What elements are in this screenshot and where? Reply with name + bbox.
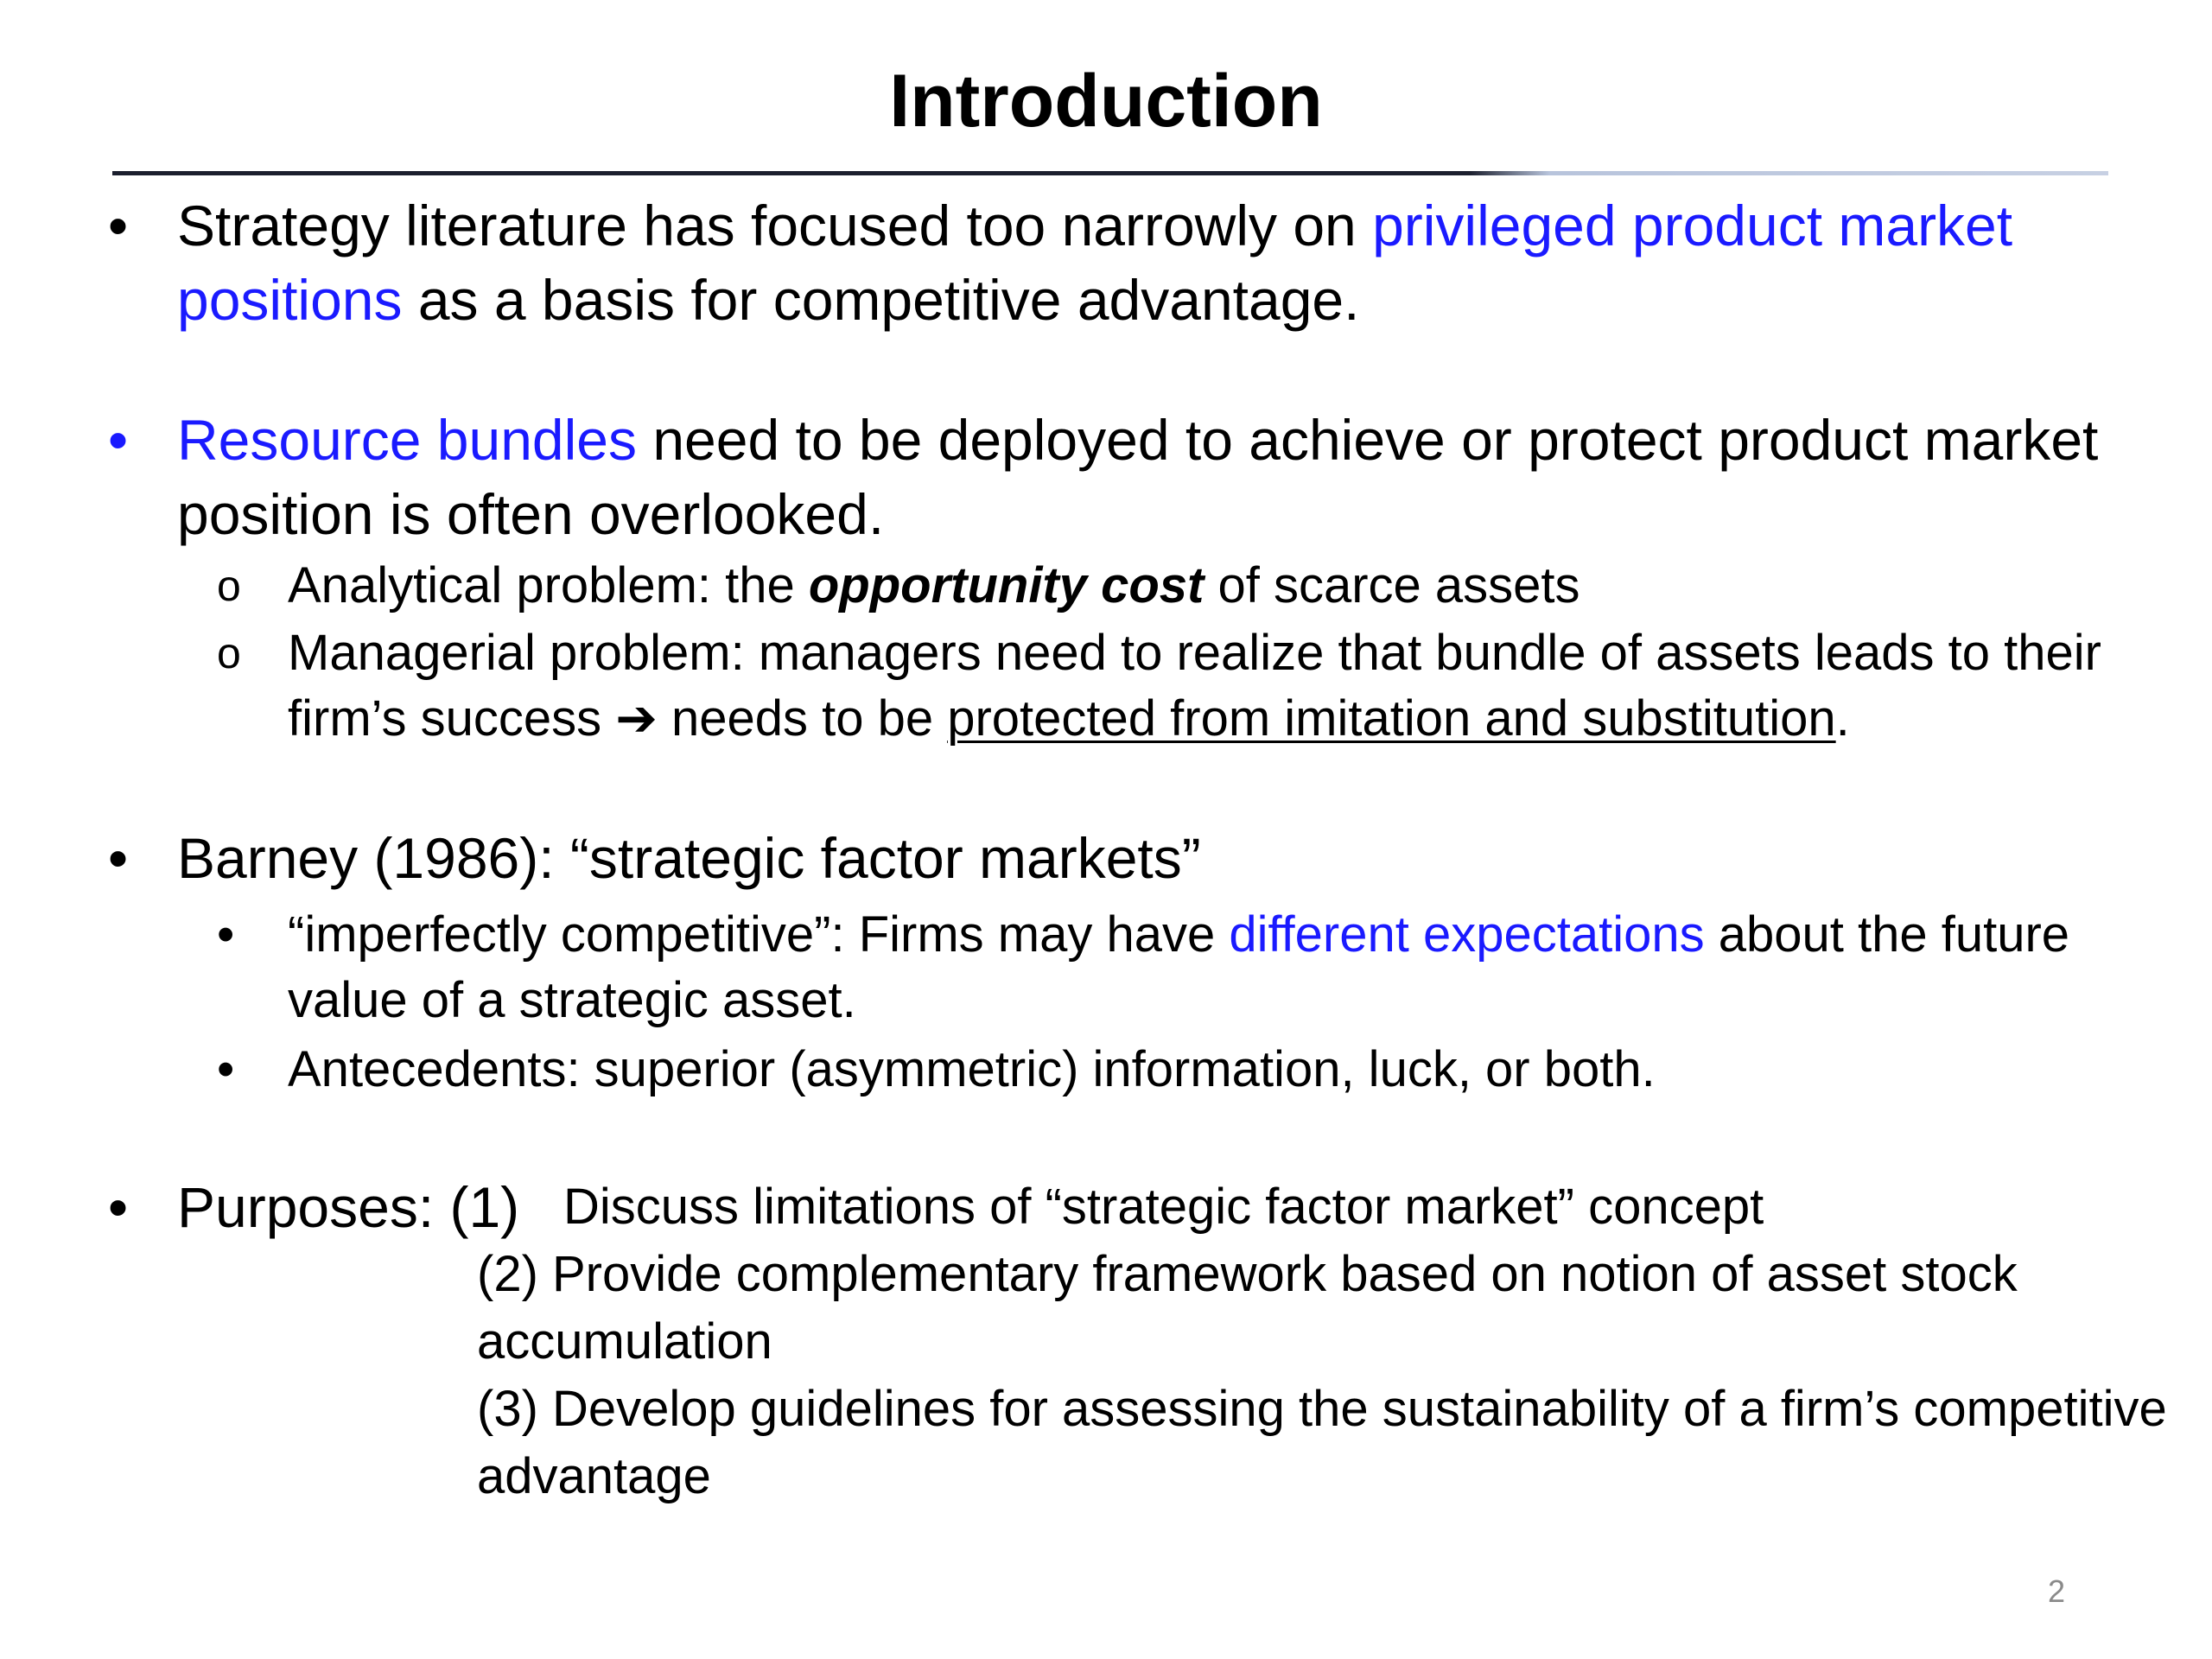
sub-text-after: of scarce assets bbox=[1204, 557, 1580, 613]
highlight-privileged-positions: privileged product market positions bbox=[177, 194, 2013, 332]
bullet-barney bbox=[108, 821, 2190, 895]
bullet-purposes bbox=[108, 1170, 520, 1244]
bullet-marker: • bbox=[108, 1175, 129, 1239]
sub-text-after: about the future value of a strategic asset. bbox=[288, 906, 2070, 1028]
purpose-1: Discuss limitations of “strategic factor market” concept bbox=[563, 1179, 1764, 1235]
bullet-marker: • bbox=[108, 194, 129, 257]
sub-imperfectly-competitive bbox=[217, 902, 2202, 1033]
bullet-text: Barney (1986): “strategic factor markets” bbox=[177, 826, 1201, 890]
bullet-resource-bundles bbox=[108, 403, 2190, 551]
bullet-marker: • bbox=[217, 1041, 235, 1097]
page-number: 2 bbox=[2047, 1573, 2065, 1609]
sub-text-middle: needs to be bbox=[657, 690, 948, 747]
circle-marker: o bbox=[217, 629, 241, 677]
bullet-text-after: as a basis for competitive advantage. bbox=[402, 268, 1360, 332]
title-divider bbox=[112, 171, 2108, 175]
sub-text-after: . bbox=[1835, 690, 1850, 747]
sub-text-before: “imperfectly competitive”: Firms may have bbox=[288, 906, 1230, 963]
sub-managerial-problem bbox=[217, 620, 2202, 752]
bullet-text-after: need to be deployed to achieve or protect product market position is often overlooked. bbox=[177, 408, 2099, 546]
sub-text-before: Analytical problem: the bbox=[288, 557, 809, 613]
purposes-label: Purposes: (1) bbox=[177, 1175, 520, 1239]
bullet-marker: • bbox=[108, 408, 129, 472]
highlight-different-expectations: different expectations bbox=[1229, 906, 1705, 963]
emphasis-opportunity-cost: opportunity cost bbox=[808, 557, 1205, 613]
bullet-text-before: Strategy literature has focused too narrowly on bbox=[177, 194, 1373, 257]
circle-marker: o bbox=[217, 562, 241, 610]
slide-title: Introduction bbox=[889, 60, 1323, 143]
sub-text: Antecedents: superior (asymmetric) information, luck, or both. bbox=[288, 1041, 1656, 1097]
underlined-protected-text: protected from imitation and substitution bbox=[947, 690, 1836, 747]
sub-antecedents bbox=[217, 1037, 2202, 1103]
bullet-marker: • bbox=[108, 826, 129, 890]
arrow-icon: ➔ bbox=[615, 690, 658, 747]
bullet-product-market bbox=[108, 188, 2190, 337]
bullet-marker: • bbox=[217, 906, 235, 963]
highlight-resource-bundles: Resource bundles bbox=[177, 408, 637, 472]
sub-text-before: Managerial problem: managers need to realize that bundle of assets leads to their firm’s success bbox=[288, 625, 2101, 747]
sub-analytical-problem bbox=[217, 553, 2202, 619]
purpose-3: (3) Develop guidelines for assessing the sustainability of a firm’s competitive advantage bbox=[477, 1381, 2167, 1504]
purpose-2: (2) Provide complementary framework based on notion of asset stock accumulation bbox=[477, 1246, 2018, 1370]
